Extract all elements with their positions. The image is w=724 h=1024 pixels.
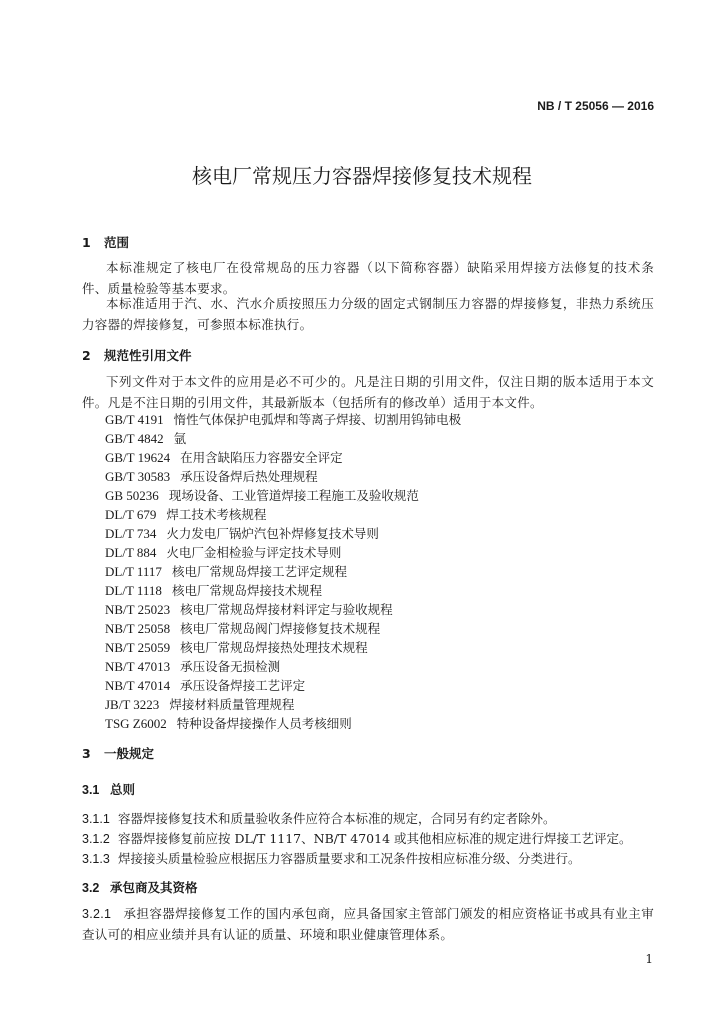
section-number: 3 bbox=[82, 746, 91, 761]
section-3-heading bbox=[82, 744, 154, 762]
section-number: 2 bbox=[82, 348, 91, 363]
subsection-number: 3.2 bbox=[82, 881, 100, 895]
reference-item bbox=[105, 543, 341, 561]
reference-item bbox=[105, 600, 393, 618]
reference-title: 承压设备焊后热处理规程 bbox=[180, 469, 318, 484]
reference-item bbox=[105, 714, 352, 732]
section-title: 一般规定 bbox=[104, 746, 155, 761]
section-2-heading bbox=[82, 346, 192, 364]
standard-number: NB / T 25056 — 2016 bbox=[537, 99, 654, 113]
reference-item bbox=[105, 562, 347, 580]
reference-code: NB/T 47013 bbox=[105, 659, 171, 674]
reference-item bbox=[105, 467, 318, 485]
reference-title: 氩 bbox=[173, 431, 187, 446]
reference-code: GB/T 4842 bbox=[105, 431, 164, 446]
reference-item bbox=[105, 619, 380, 637]
reference-code: GB/T 19624 bbox=[105, 450, 171, 465]
subsection-3-1-heading bbox=[82, 780, 135, 798]
clause-text: 焊接接头质量检验应根据压力容器质量要求和工况条件按相应标准分级、分类进行。 bbox=[118, 851, 581, 866]
reference-title: 承压设备焊接工艺评定 bbox=[180, 678, 306, 693]
reference-item bbox=[105, 581, 322, 599]
clause-3-1-1 bbox=[82, 809, 556, 827]
clause-number: 3.1.1 bbox=[82, 812, 110, 826]
page-number: 1 bbox=[645, 952, 653, 966]
reference-code: DL/T 884 bbox=[105, 545, 157, 560]
reference-code: DL/T 1117 bbox=[105, 564, 162, 579]
reference-code: DL/T 679 bbox=[105, 507, 157, 522]
reference-title: 焊工技术考核规程 bbox=[166, 507, 267, 522]
reference-item bbox=[105, 429, 186, 447]
reference-title: 核电厂常规岛焊接热处理技术规程 bbox=[180, 640, 368, 655]
reference-title: 核电厂常规岛焊接技术规程 bbox=[171, 583, 322, 598]
reference-title: 承压设备无损检测 bbox=[180, 659, 281, 674]
clause-text: 承担容器焊接修复工作的国内承包商，应具备国家主管部门颁发的相应资格证书或具有业主审查认可的相应业绩并具有认证的质量、环境和职业健康管理体系。 bbox=[82, 906, 654, 942]
reference-code: GB 50236 bbox=[105, 488, 159, 503]
clause-number: 3.2.1 bbox=[82, 907, 112, 921]
reference-code: DL/T 1118 bbox=[105, 583, 162, 598]
reference-code: NB/T 25058 bbox=[105, 621, 171, 636]
references-intro: 下列文件对于本文件的应用是必不可少的。凡是注日期的引用文件，仅注日期的版本适用于本文件。凡是不注日期的引用文件，其最新版本（包括所有的修改单）适用于本文件。 bbox=[82, 374, 654, 410]
clause-number: 3.1.3 bbox=[82, 852, 110, 866]
reference-code: NB/T 25023 bbox=[105, 602, 171, 617]
reference-item bbox=[105, 524, 379, 542]
reference-code: DL/T 734 bbox=[105, 526, 157, 541]
reference-item bbox=[105, 657, 280, 675]
clause-3-2-1 bbox=[82, 904, 654, 945]
reference-item bbox=[105, 505, 266, 523]
reference-item bbox=[105, 638, 368, 656]
subsection-title: 承包商及其资格 bbox=[110, 880, 198, 895]
scope-paragraph-2: 本标准适用于汽、水、汽水介质按照压力分级的固定式钢制压力容器的焊接修复，非热力系统压力容器的焊接修复，可参照本标准执行。 bbox=[82, 296, 654, 332]
clause-3-1-2 bbox=[82, 829, 632, 847]
subsection-3-2-heading bbox=[82, 878, 198, 896]
clause-number: 3.1.2 bbox=[82, 832, 110, 846]
section-1-heading bbox=[82, 233, 129, 251]
reference-title: 现场设备、工业管道焊接工程施工及验收规范 bbox=[168, 488, 419, 503]
reference-item bbox=[105, 486, 419, 504]
section-title: 范围 bbox=[104, 235, 130, 250]
reference-item bbox=[105, 676, 305, 694]
subsection-number: 3.1 bbox=[82, 783, 100, 797]
reference-item bbox=[105, 695, 294, 713]
reference-title: 在用含缺陷压力容器安全评定 bbox=[180, 450, 343, 465]
section-number: 1 bbox=[82, 235, 91, 250]
reference-title: 惰性气体保护电弧焊和等离子焊接、切割用钨铈电极 bbox=[173, 412, 462, 427]
clause-text: 容器焊接修复技术和质量验收条件应符合本标准的规定，合同另有约定者除外。 bbox=[118, 811, 556, 826]
scope-paragraph-1: 本标准规定了核电厂在役常规岛的压力容器（以下简称容器）缺陷采用焊接方法修复的技术条件、质量检验等基本要求。 bbox=[82, 260, 654, 296]
reference-title: 核电厂常规岛焊接工艺评定规程 bbox=[171, 564, 347, 579]
reference-title: 核电厂常规岛阀门焊接修复技术规程 bbox=[180, 621, 381, 636]
reference-code: JB/T 3223 bbox=[105, 697, 160, 712]
section-title: 规范性引用文件 bbox=[104, 348, 192, 363]
reference-title: 焊接材料质量管理规程 bbox=[169, 697, 295, 712]
reference-title: 火电厂金相检验与评定技术导则 bbox=[166, 545, 342, 560]
reference-title: 特种设备焊接操作人员考核细则 bbox=[176, 716, 352, 731]
document-title: 核电厂常规压力容器焊接修复技术规程 bbox=[192, 164, 532, 188]
reference-code: GB/T 30583 bbox=[105, 469, 171, 484]
reference-item bbox=[105, 448, 343, 466]
reference-title: 火力发电厂锅炉汽包补焊修复技术导则 bbox=[166, 526, 379, 541]
reference-item bbox=[105, 410, 461, 428]
reference-code: NB/T 25059 bbox=[105, 640, 171, 655]
clause-3-1-3 bbox=[82, 849, 581, 867]
clause-text: 容器焊接修复前应按 DL/T 1117、NB/T 47014 或其他相应标准的规定进行焊接工艺评定。 bbox=[118, 831, 632, 846]
reference-code: TSG Z6002 bbox=[105, 716, 167, 731]
subsection-title: 总则 bbox=[110, 782, 136, 797]
reference-title: 核电厂常规岛焊接材料评定与验收规程 bbox=[180, 602, 393, 617]
reference-code: GB/T 4191 bbox=[105, 412, 164, 427]
reference-code: NB/T 47014 bbox=[105, 678, 171, 693]
